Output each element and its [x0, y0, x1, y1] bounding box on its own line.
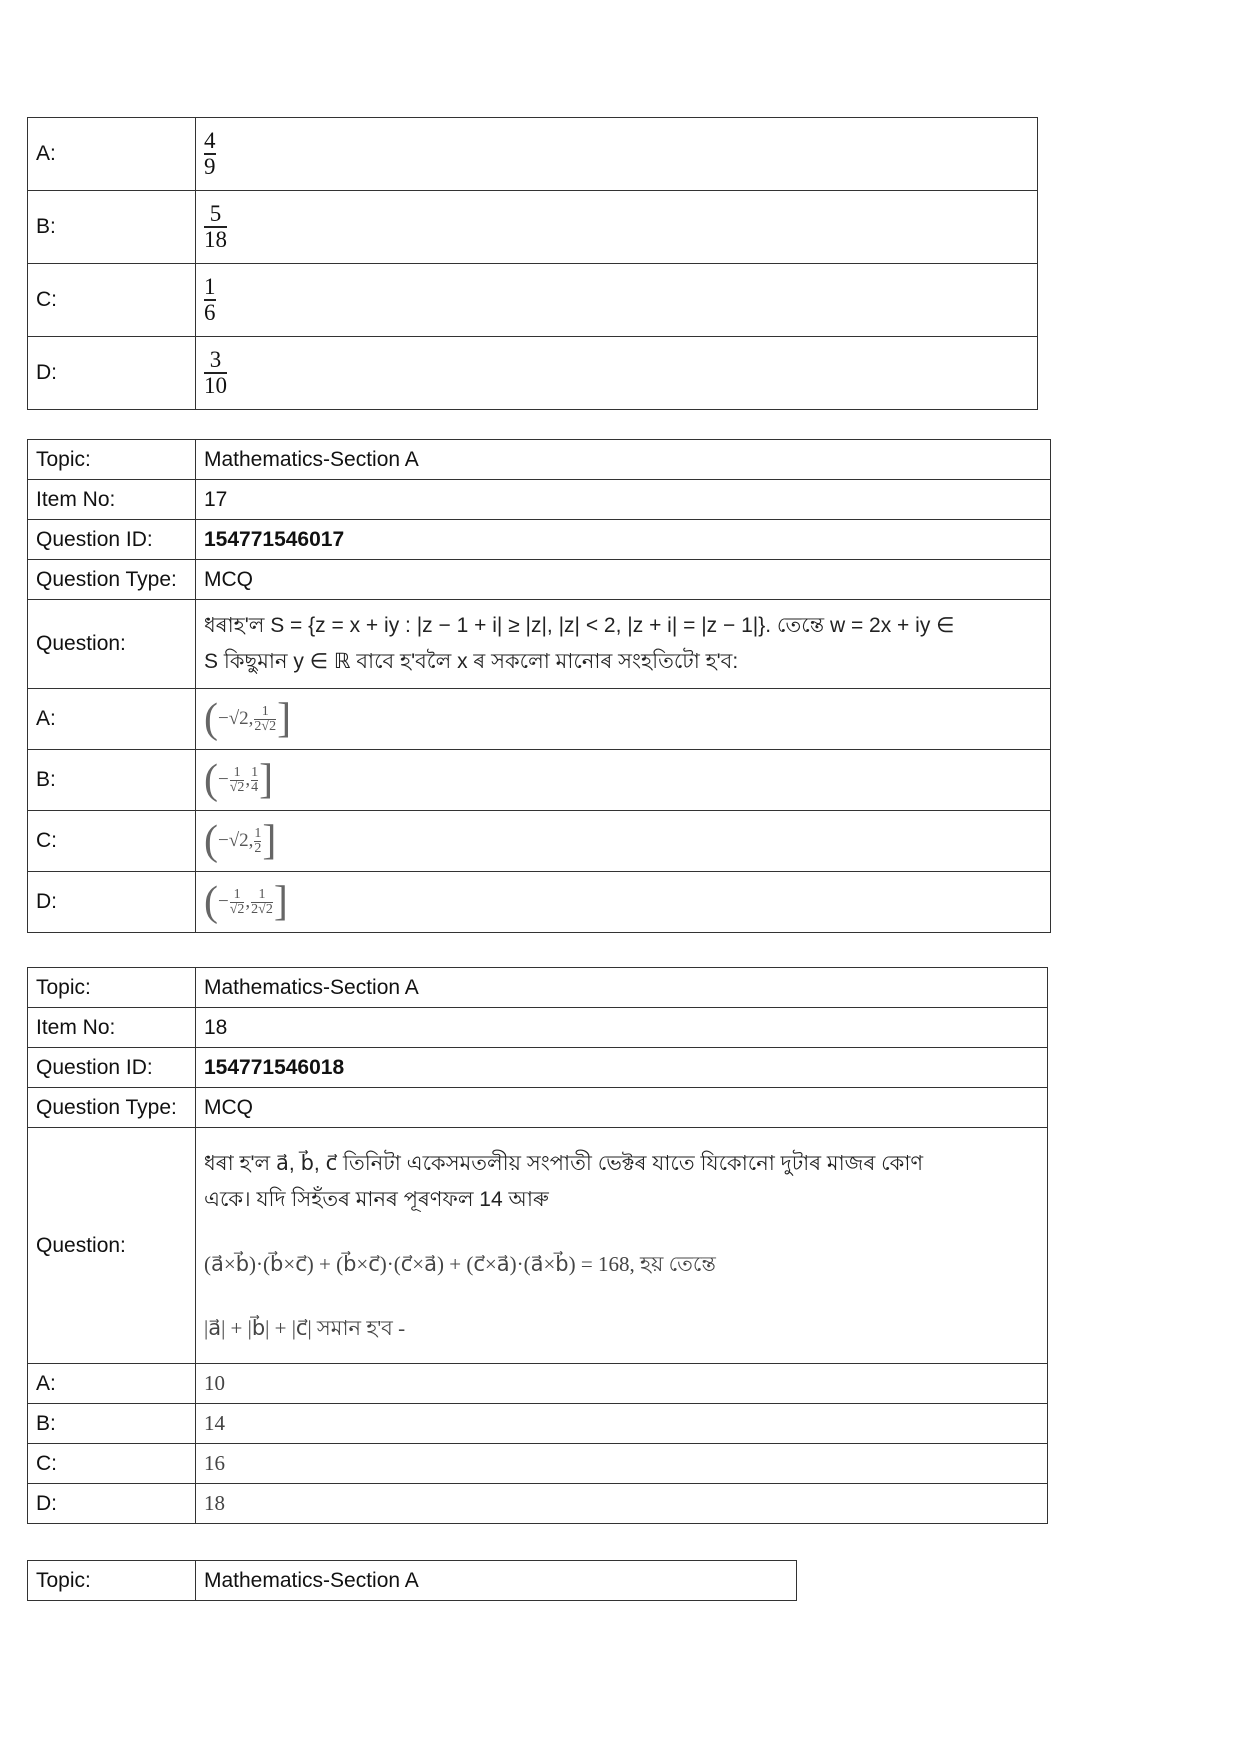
interval: ( − 1 √2 , 1 4 ] [204, 757, 274, 803]
question-id-row [28, 1048, 1048, 1088]
question-label: Question: [28, 1128, 196, 1364]
option-value [196, 872, 1051, 933]
option-label: B: [28, 191, 196, 264]
options-table-previous [27, 117, 1038, 410]
numerator: 1 [204, 273, 216, 299]
option-value [196, 264, 1038, 337]
fraction [204, 275, 216, 325]
interval-lower: −√2 [218, 830, 249, 851]
topic-value: Mathematics-Section A [196, 1561, 797, 1601]
question-text [196, 600, 1051, 689]
option-value: 16 [196, 1444, 1048, 1484]
question-id-label: Question ID: [28, 1048, 196, 1088]
option-row-c [28, 264, 1038, 337]
option-value: 18 [196, 1484, 1048, 1524]
question-line: একে। যদি সিহঁতৰ মানৰ পূৰণফল 14 আৰু [204, 1187, 549, 1211]
option-label: D: [28, 1484, 196, 1524]
topic-value: Mathematics-Section A [196, 968, 1048, 1008]
question-table-17 [27, 439, 1051, 933]
option-row-b [28, 750, 1051, 811]
numerator: 3 [209, 346, 222, 372]
item-label: Item No: [28, 1008, 196, 1048]
fraction [204, 129, 216, 179]
option-value [196, 811, 1051, 872]
option-row-d [28, 1484, 1048, 1524]
option-row-a [28, 1364, 1048, 1404]
question-text [196, 1128, 1048, 1364]
option-label: D: [28, 872, 196, 933]
option-row-d [28, 337, 1038, 410]
interval-upper: 1 4 [251, 764, 259, 795]
option-row-c [28, 1444, 1048, 1484]
interval-upper: 1 2√2 [254, 703, 277, 734]
option-label: A: [28, 689, 196, 750]
option-value [196, 337, 1038, 410]
question-type-row [28, 1088, 1048, 1128]
option-value [196, 191, 1038, 264]
question-table-next [27, 1560, 797, 1601]
topic-value: Mathematics-Section A [196, 440, 1051, 480]
question-line: |a⃗| + |b⃗| + |c⃗| সমান হ'ব - [204, 1315, 406, 1340]
question-line: S কিছুমান y ∈ ℝ বাবে হ'বলৈ x ৰ সকলো মানোৰ সংহতিটো হ'ব: [204, 650, 739, 673]
question-line: ধৰা হ'ল a⃗, b⃗, c⃗ তিনিটা একেসমতলীয় সংপাতী ভেক্টৰ যাতে যিকোনো দুটাৰ মাজৰ কোণ [204, 1151, 924, 1175]
option-row-a [28, 118, 1038, 191]
interval-lower: 1 √2 [229, 764, 245, 795]
option-row-b [28, 1404, 1048, 1444]
option-value [196, 118, 1038, 191]
question-id-value: 154771546018 [196, 1048, 1048, 1088]
topic-row [28, 1561, 797, 1601]
option-value [196, 689, 1051, 750]
option-label: C: [28, 1444, 196, 1484]
option-value: 10 [196, 1364, 1048, 1404]
interval-upper: 1 2 [254, 825, 262, 856]
topic-row [28, 440, 1051, 480]
option-value: 14 [196, 1404, 1048, 1444]
interval-upper: 1 2√2 [251, 886, 273, 917]
denominator: 18 [204, 227, 227, 252]
option-row-c [28, 811, 1051, 872]
option-label: A: [28, 118, 196, 191]
item-label: Item No: [28, 480, 196, 520]
question-id-row [28, 520, 1051, 560]
question-row [28, 600, 1051, 689]
question-type-label: Question Type: [28, 1088, 196, 1128]
option-row-a [28, 689, 1051, 750]
item-row [28, 1008, 1048, 1048]
question-table-18 [27, 967, 1048, 1524]
option-label: A: [28, 1364, 196, 1404]
item-value: 17 [196, 480, 1051, 520]
option-label: C: [28, 264, 196, 337]
question-row [28, 1128, 1048, 1364]
interval-lower: 1 √2 [229, 886, 245, 917]
question-id-value: 154771546017 [196, 520, 1051, 560]
question-equation: (a⃗×b⃗)·(b⃗×c⃗) + (b⃗×c⃗)·(c⃗×a⃗) + (c⃗×a⃗)·(a⃗×b⃗) = 168, হয় তেন্তে [204, 1251, 716, 1276]
interval: ( −√2 , 1 2√2 ] [204, 696, 292, 742]
question-type-row [28, 560, 1051, 600]
question-type-value: MCQ [196, 560, 1051, 600]
interval: ( −√2 , 1 2 ] [204, 818, 277, 864]
question-type-value: MCQ [196, 1088, 1048, 1128]
denominator: 6 [204, 300, 216, 325]
question-type-label: Question Type: [28, 560, 196, 600]
option-label: D: [28, 337, 196, 410]
option-row-d [28, 872, 1051, 933]
topic-label: Topic: [28, 968, 196, 1008]
option-label: B: [28, 750, 196, 811]
numerator: 5 [209, 200, 222, 226]
topic-label: Topic: [28, 440, 196, 480]
question-line: ধৰাহ'ল S = {z = x + iy : |z − 1 + i| ≥ |z|, |z| < 2, |z + i| = |z − 1|}. তেন্তে w = 2x + iy ∈ [204, 614, 955, 637]
option-label: C: [28, 811, 196, 872]
option-row-b [28, 191, 1038, 264]
fraction [204, 348, 227, 398]
item-value: 18 [196, 1008, 1048, 1048]
numerator: 4 [204, 127, 216, 153]
question-id-label: Question ID: [28, 520, 196, 560]
topic-row [28, 968, 1048, 1008]
fraction [204, 202, 227, 252]
question-label: Question: [28, 600, 196, 689]
option-label: B: [28, 1404, 196, 1444]
interval: ( − 1 √2 , 1 2√2 ] [204, 879, 288, 925]
denominator: 10 [204, 373, 227, 398]
item-row [28, 480, 1051, 520]
interval-lower: −√2 [218, 708, 249, 729]
topic-label: Topic: [28, 1561, 196, 1601]
denominator: 9 [204, 154, 216, 179]
option-value [196, 750, 1051, 811]
